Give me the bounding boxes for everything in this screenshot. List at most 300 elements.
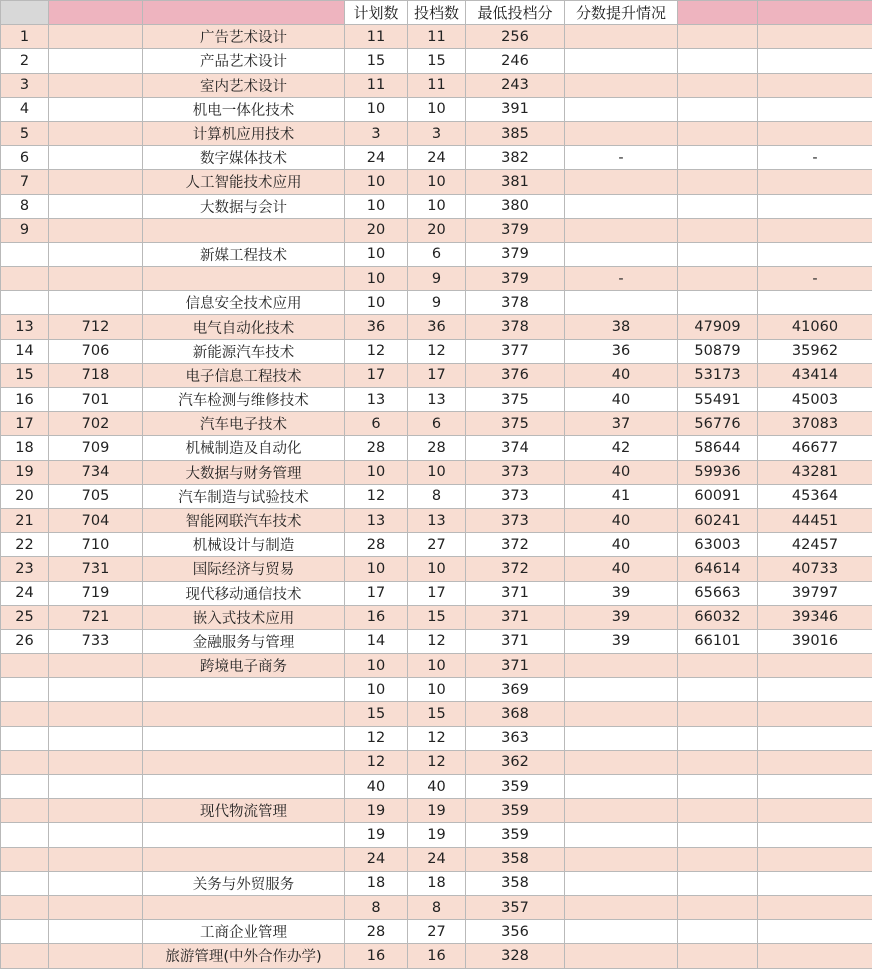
plan-count-cell[interactable]: 16 [345, 605, 408, 629]
major-code-cell[interactable] [49, 170, 143, 194]
prev-rank-cell[interactable]: 45003 [758, 388, 872, 412]
min-rank-cell[interactable]: 60241 [678, 508, 758, 532]
row-index-cell[interactable]: 17 [1, 412, 49, 436]
prev-rank-cell[interactable]: 46677 [758, 436, 872, 460]
min-score-cell[interactable]: 243 [466, 73, 565, 97]
score-rise-cell[interactable] [565, 218, 678, 242]
min-rank-cell[interactable] [678, 194, 758, 218]
min-rank-cell[interactable] [678, 267, 758, 291]
prev-rank-cell[interactable]: 40733 [758, 557, 872, 581]
major-code-cell[interactable] [49, 49, 143, 73]
row-index-cell[interactable]: 18 [1, 436, 49, 460]
major-name-cell[interactable]: 计算机应用技术 [143, 121, 345, 145]
min-score-cell[interactable]: 359 [466, 799, 565, 823]
filed-count-cell[interactable]: 17 [408, 581, 466, 605]
min-rank-cell[interactable]: 53173 [678, 363, 758, 387]
prev-rank-cell[interactable]: - [758, 267, 872, 291]
row-index-cell[interactable] [1, 242, 49, 266]
major-name-cell[interactable] [143, 750, 345, 774]
min-rank-cell[interactable] [678, 170, 758, 194]
filed-count-cell[interactable]: 8 [408, 895, 466, 919]
row-index-cell[interactable]: 9 [1, 218, 49, 242]
prev-rank-cell[interactable] [758, 895, 872, 919]
major-name-cell[interactable]: 现代物流管理 [143, 799, 345, 823]
filed-count-cell[interactable]: 19 [408, 799, 466, 823]
min-rank-cell[interactable] [678, 944, 758, 968]
score-rise-cell[interactable] [565, 49, 678, 73]
score-rise-cell[interactable] [565, 702, 678, 726]
major-code-cell[interactable]: 710 [49, 533, 143, 557]
filed-count-cell[interactable]: 10 [408, 194, 466, 218]
min-score-cell[interactable]: 391 [466, 97, 565, 121]
major-name-cell[interactable]: 跨境电子商务 [143, 654, 345, 678]
filed-count-cell[interactable]: 16 [408, 944, 466, 968]
min-score-cell[interactable]: 371 [466, 605, 565, 629]
row-index-cell[interactable] [1, 678, 49, 702]
major-code-cell[interactable] [49, 242, 143, 266]
major-code-cell[interactable] [49, 871, 143, 895]
major-code-cell[interactable] [49, 702, 143, 726]
filed-count-cell[interactable]: 12 [408, 629, 466, 653]
major-name-cell[interactable]: 汽车电子技术 [143, 412, 345, 436]
plan-count-cell[interactable]: 14 [345, 629, 408, 653]
plan-count-cell[interactable]: 10 [345, 242, 408, 266]
min-rank-cell[interactable]: 60091 [678, 484, 758, 508]
filed-count-cell[interactable]: 36 [408, 315, 466, 339]
min-rank-cell[interactable] [678, 121, 758, 145]
major-code-cell[interactable] [49, 726, 143, 750]
score-rise-cell[interactable]: 36 [565, 339, 678, 363]
prev-rank-cell[interactable] [758, 799, 872, 823]
row-index-cell[interactable]: 6 [1, 146, 49, 170]
plan-count-cell[interactable]: 11 [345, 25, 408, 49]
filed-count-cell[interactable]: 15 [408, 49, 466, 73]
prev-rank-cell[interactable] [758, 73, 872, 97]
plan-count-cell[interactable]: 10 [345, 267, 408, 291]
min-score-cell[interactable]: 377 [466, 339, 565, 363]
min-score-cell[interactable]: 256 [466, 25, 565, 49]
min-score-cell[interactable]: 359 [466, 823, 565, 847]
filed-count-cell[interactable]: 12 [408, 339, 466, 363]
min-rank-cell[interactable] [678, 775, 758, 799]
score-rise-cell[interactable]: - [565, 146, 678, 170]
prev-rank-cell[interactable]: 43281 [758, 460, 872, 484]
plan-count-cell[interactable]: 17 [345, 363, 408, 387]
header-min-score[interactable]: 最低投档分 [466, 1, 565, 25]
major-name-cell[interactable]: 金融服务与管理 [143, 629, 345, 653]
plan-count-cell[interactable]: 10 [345, 97, 408, 121]
prev-rank-cell[interactable] [758, 823, 872, 847]
filed-count-cell[interactable]: 24 [408, 146, 466, 170]
score-rise-cell[interactable] [565, 726, 678, 750]
filed-count-cell[interactable]: 13 [408, 508, 466, 532]
min-score-cell[interactable]: 373 [466, 508, 565, 532]
major-code-cell[interactable]: 721 [49, 605, 143, 629]
filed-count-cell[interactable]: 10 [408, 460, 466, 484]
major-code-cell[interactable] [49, 121, 143, 145]
filed-count-cell[interactable]: 10 [408, 557, 466, 581]
filed-count-cell[interactable]: 27 [408, 533, 466, 557]
min-score-cell[interactable]: 381 [466, 170, 565, 194]
plan-count-cell[interactable]: 20 [345, 218, 408, 242]
major-name-cell[interactable]: 产品艺术设计 [143, 49, 345, 73]
min-rank-cell[interactable] [678, 291, 758, 315]
prev-rank-cell[interactable] [758, 97, 872, 121]
score-rise-cell[interactable] [565, 97, 678, 121]
plan-count-cell[interactable]: 28 [345, 533, 408, 557]
major-code-cell[interactable] [49, 291, 143, 315]
min-rank-cell[interactable] [678, 25, 758, 49]
min-rank-cell[interactable] [678, 97, 758, 121]
filed-count-cell[interactable]: 19 [408, 823, 466, 847]
filed-count-cell[interactable]: 10 [408, 97, 466, 121]
row-index-cell[interactable] [1, 267, 49, 291]
plan-count-cell[interactable]: 12 [345, 750, 408, 774]
major-name-cell[interactable]: 机械设计与制造 [143, 533, 345, 557]
header-score-rise[interactable]: 分数提升情况 [565, 1, 678, 25]
plan-count-cell[interactable]: 10 [345, 678, 408, 702]
prev-rank-cell[interactable]: 44451 [758, 508, 872, 532]
min-score-cell[interactable]: 357 [466, 895, 565, 919]
prev-rank-cell[interactable] [758, 847, 872, 871]
filed-count-cell[interactable]: 3 [408, 121, 466, 145]
score-rise-cell[interactable] [565, 895, 678, 919]
score-rise-cell[interactable]: 41 [565, 484, 678, 508]
min-score-cell[interactable]: 379 [466, 267, 565, 291]
major-name-cell[interactable]: 广告艺术设计 [143, 25, 345, 49]
major-name-cell[interactable] [143, 678, 345, 702]
major-code-cell[interactable] [49, 25, 143, 49]
major-code-cell[interactable]: 705 [49, 484, 143, 508]
row-index-cell[interactable] [1, 895, 49, 919]
filed-count-cell[interactable]: 10 [408, 170, 466, 194]
row-index-cell[interactable] [1, 799, 49, 823]
score-rise-cell[interactable] [565, 775, 678, 799]
min-rank-cell[interactable] [678, 654, 758, 678]
row-index-cell[interactable] [1, 654, 49, 678]
major-name-cell[interactable]: 新媒工程技术 [143, 242, 345, 266]
major-code-cell[interactable]: 733 [49, 629, 143, 653]
min-score-cell[interactable]: 376 [466, 363, 565, 387]
min-rank-cell[interactable]: 59936 [678, 460, 758, 484]
score-rise-cell[interactable] [565, 823, 678, 847]
prev-rank-cell[interactable] [758, 291, 872, 315]
prev-rank-cell[interactable]: 41060 [758, 315, 872, 339]
filed-count-cell[interactable]: 11 [408, 73, 466, 97]
filed-count-cell[interactable]: 18 [408, 871, 466, 895]
min-score-cell[interactable]: 372 [466, 533, 565, 557]
min-rank-cell[interactable] [678, 242, 758, 266]
filed-count-cell[interactable]: 9 [408, 291, 466, 315]
row-index-cell[interactable]: 14 [1, 339, 49, 363]
min-score-cell[interactable]: 371 [466, 581, 565, 605]
prev-rank-cell[interactable] [758, 654, 872, 678]
min-score-cell[interactable]: 372 [466, 557, 565, 581]
major-code-cell[interactable]: 719 [49, 581, 143, 605]
prev-rank-cell[interactable] [758, 871, 872, 895]
row-index-cell[interactable] [1, 920, 49, 944]
min-score-cell[interactable]: 358 [466, 871, 565, 895]
major-code-cell[interactable]: 712 [49, 315, 143, 339]
min-score-cell[interactable]: 373 [466, 484, 565, 508]
prev-rank-cell[interactable] [758, 775, 872, 799]
min-rank-cell[interactable]: 47909 [678, 315, 758, 339]
prev-rank-cell[interactable]: 39797 [758, 581, 872, 605]
min-rank-cell[interactable] [678, 750, 758, 774]
filed-count-cell[interactable]: 12 [408, 726, 466, 750]
row-index-cell[interactable]: 25 [1, 605, 49, 629]
major-name-cell[interactable]: 机电一体化技术 [143, 97, 345, 121]
score-rise-cell[interactable]: 39 [565, 605, 678, 629]
plan-count-cell[interactable]: 10 [345, 654, 408, 678]
min-rank-cell[interactable] [678, 823, 758, 847]
major-name-cell[interactable] [143, 726, 345, 750]
min-score-cell[interactable]: 373 [466, 460, 565, 484]
min-score-cell[interactable]: 379 [466, 242, 565, 266]
min-score-cell[interactable]: 356 [466, 920, 565, 944]
min-score-cell[interactable]: 380 [466, 194, 565, 218]
score-rise-cell[interactable] [565, 678, 678, 702]
plan-count-cell[interactable]: 36 [345, 315, 408, 339]
major-code-cell[interactable] [49, 267, 143, 291]
major-code-cell[interactable]: 718 [49, 363, 143, 387]
min-rank-cell[interactable] [678, 920, 758, 944]
filed-count-cell[interactable]: 8 [408, 484, 466, 508]
major-code-cell[interactable] [49, 895, 143, 919]
score-rise-cell[interactable]: 40 [565, 460, 678, 484]
major-name-cell[interactable] [143, 823, 345, 847]
row-index-cell[interactable]: 15 [1, 363, 49, 387]
plan-count-cell[interactable]: 40 [345, 775, 408, 799]
score-rise-cell[interactable] [565, 871, 678, 895]
min-rank-cell[interactable]: 66032 [678, 605, 758, 629]
filed-count-cell[interactable]: 40 [408, 775, 466, 799]
filed-count-cell[interactable]: 20 [408, 218, 466, 242]
min-rank-cell[interactable]: 65663 [678, 581, 758, 605]
prev-rank-cell[interactable] [758, 194, 872, 218]
filed-count-cell[interactable]: 27 [408, 920, 466, 944]
min-rank-cell[interactable] [678, 799, 758, 823]
row-index-cell[interactable]: 21 [1, 508, 49, 532]
row-index-cell[interactable] [1, 291, 49, 315]
row-index-cell[interactable] [1, 823, 49, 847]
prev-rank-cell[interactable] [758, 920, 872, 944]
major-name-cell[interactable]: 汽车制造与试验技术 [143, 484, 345, 508]
prev-rank-cell[interactable] [758, 218, 872, 242]
row-index-cell[interactable]: 3 [1, 73, 49, 97]
major-code-cell[interactable]: 709 [49, 436, 143, 460]
min-score-cell[interactable]: 385 [466, 121, 565, 145]
plan-count-cell[interactable]: 24 [345, 146, 408, 170]
major-name-cell[interactable]: 现代移动通信技术 [143, 581, 345, 605]
major-name-cell[interactable]: 工商企业管理 [143, 920, 345, 944]
score-rise-cell[interactable]: 40 [565, 508, 678, 532]
row-index-cell[interactable]: 26 [1, 629, 49, 653]
major-code-cell[interactable] [49, 678, 143, 702]
filed-count-cell[interactable]: 6 [408, 242, 466, 266]
header-plan[interactable]: 计划数 [345, 1, 408, 25]
plan-count-cell[interactable]: 10 [345, 291, 408, 315]
score-rise-cell[interactable] [565, 799, 678, 823]
header-major[interactable] [143, 1, 345, 25]
plan-count-cell[interactable]: 10 [345, 170, 408, 194]
row-index-cell[interactable] [1, 871, 49, 895]
filed-count-cell[interactable]: 10 [408, 654, 466, 678]
min-rank-cell[interactable]: 55491 [678, 388, 758, 412]
header-prev[interactable] [758, 1, 872, 25]
major-code-cell[interactable] [49, 73, 143, 97]
major-code-cell[interactable] [49, 799, 143, 823]
prev-rank-cell[interactable] [758, 944, 872, 968]
filed-count-cell[interactable]: 6 [408, 412, 466, 436]
major-name-cell[interactable]: 人工智能技术应用 [143, 170, 345, 194]
row-index-cell[interactable] [1, 750, 49, 774]
plan-count-cell[interactable]: 12 [345, 726, 408, 750]
score-rise-cell[interactable]: 37 [565, 412, 678, 436]
row-index-cell[interactable]: 4 [1, 97, 49, 121]
major-code-cell[interactable]: 701 [49, 388, 143, 412]
row-index-cell[interactable]: 24 [1, 581, 49, 605]
min-score-cell[interactable]: 358 [466, 847, 565, 871]
prev-rank-cell[interactable] [758, 170, 872, 194]
min-score-cell[interactable]: 378 [466, 291, 565, 315]
min-score-cell[interactable]: 362 [466, 750, 565, 774]
score-rise-cell[interactable] [565, 750, 678, 774]
score-rise-cell[interactable] [565, 920, 678, 944]
major-name-cell[interactable] [143, 847, 345, 871]
plan-count-cell[interactable]: 6 [345, 412, 408, 436]
min-score-cell[interactable]: 375 [466, 412, 565, 436]
major-name-cell[interactable]: 大数据与会计 [143, 194, 345, 218]
plan-count-cell[interactable]: 28 [345, 920, 408, 944]
min-rank-cell[interactable]: 56776 [678, 412, 758, 436]
filed-count-cell[interactable]: 24 [408, 847, 466, 871]
prev-rank-cell[interactable]: 43414 [758, 363, 872, 387]
major-name-cell[interactable]: 电子信息工程技术 [143, 363, 345, 387]
min-score-cell[interactable]: 363 [466, 726, 565, 750]
min-rank-cell[interactable] [678, 73, 758, 97]
plan-count-cell[interactable]: 24 [345, 847, 408, 871]
score-rise-cell[interactable] [565, 73, 678, 97]
major-name-cell[interactable] [143, 775, 345, 799]
header-index[interactable] [1, 1, 49, 25]
row-index-cell[interactable]: 20 [1, 484, 49, 508]
plan-count-cell[interactable]: 13 [345, 388, 408, 412]
filed-count-cell[interactable]: 9 [408, 267, 466, 291]
major-code-cell[interactable]: 734 [49, 460, 143, 484]
min-score-cell[interactable]: 378 [466, 315, 565, 339]
min-score-cell[interactable]: 328 [466, 944, 565, 968]
prev-rank-cell[interactable] [758, 121, 872, 145]
score-rise-cell[interactable]: 40 [565, 557, 678, 581]
filed-count-cell[interactable]: 12 [408, 750, 466, 774]
prev-rank-cell[interactable]: 39346 [758, 605, 872, 629]
prev-rank-cell[interactable] [758, 25, 872, 49]
major-code-cell[interactable] [49, 218, 143, 242]
major-code-cell[interactable]: 731 [49, 557, 143, 581]
filed-count-cell[interactable]: 10 [408, 678, 466, 702]
row-index-cell[interactable]: 19 [1, 460, 49, 484]
prev-rank-cell[interactable] [758, 49, 872, 73]
major-name-cell[interactable]: 国际经济与贸易 [143, 557, 345, 581]
plan-count-cell[interactable]: 11 [345, 73, 408, 97]
score-rise-cell[interactable] [565, 847, 678, 871]
min-score-cell[interactable]: 375 [466, 388, 565, 412]
filed-count-cell[interactable]: 15 [408, 702, 466, 726]
filed-count-cell[interactable]: 11 [408, 25, 466, 49]
filed-count-cell[interactable]: 15 [408, 605, 466, 629]
major-name-cell[interactable]: 旅游管理(中外合作办学) [143, 944, 345, 968]
score-rise-cell[interactable]: - [565, 267, 678, 291]
major-code-cell[interactable] [49, 146, 143, 170]
plan-count-cell[interactable]: 17 [345, 581, 408, 605]
major-code-cell[interactable] [49, 823, 143, 847]
prev-rank-cell[interactable] [758, 702, 872, 726]
min-rank-cell[interactable] [678, 871, 758, 895]
min-rank-cell[interactable]: 64614 [678, 557, 758, 581]
major-name-cell[interactable]: 数字媒体技术 [143, 146, 345, 170]
plan-count-cell[interactable]: 10 [345, 194, 408, 218]
major-code-cell[interactable]: 702 [49, 412, 143, 436]
header-filed[interactable]: 投档数 [408, 1, 466, 25]
major-name-cell[interactable]: 信息安全技术应用 [143, 291, 345, 315]
major-code-cell[interactable] [49, 654, 143, 678]
major-name-cell[interactable] [143, 218, 345, 242]
plan-count-cell[interactable]: 28 [345, 436, 408, 460]
major-name-cell[interactable]: 电气自动化技术 [143, 315, 345, 339]
plan-count-cell[interactable]: 10 [345, 460, 408, 484]
major-name-cell[interactable]: 室内艺术设计 [143, 73, 345, 97]
row-index-cell[interactable] [1, 775, 49, 799]
major-code-cell[interactable] [49, 920, 143, 944]
min-rank-cell[interactable] [678, 895, 758, 919]
plan-count-cell[interactable]: 19 [345, 799, 408, 823]
min-rank-cell[interactable] [678, 702, 758, 726]
major-name-cell[interactable] [143, 267, 345, 291]
min-score-cell[interactable]: 369 [466, 678, 565, 702]
major-name-cell[interactable]: 新能源汽车技术 [143, 339, 345, 363]
min-score-cell[interactable]: 379 [466, 218, 565, 242]
filed-count-cell[interactable]: 13 [408, 388, 466, 412]
row-index-cell[interactable]: 22 [1, 533, 49, 557]
row-index-cell[interactable] [1, 702, 49, 726]
min-rank-cell[interactable]: 58644 [678, 436, 758, 460]
prev-rank-cell[interactable]: 42457 [758, 533, 872, 557]
major-name-cell[interactable]: 汽车检测与维修技术 [143, 388, 345, 412]
major-name-cell[interactable]: 嵌入式技术应用 [143, 605, 345, 629]
plan-count-cell[interactable]: 18 [345, 871, 408, 895]
score-rise-cell[interactable] [565, 291, 678, 315]
row-index-cell[interactable] [1, 847, 49, 871]
row-index-cell[interactable] [1, 944, 49, 968]
plan-count-cell[interactable]: 3 [345, 121, 408, 145]
min-rank-cell[interactable]: 50879 [678, 339, 758, 363]
score-rise-cell[interactable] [565, 121, 678, 145]
filed-count-cell[interactable]: 17 [408, 363, 466, 387]
plan-count-cell[interactable]: 10 [345, 557, 408, 581]
prev-rank-cell[interactable] [758, 726, 872, 750]
score-rise-cell[interactable] [565, 194, 678, 218]
min-score-cell[interactable]: 371 [466, 629, 565, 653]
major-code-cell[interactable] [49, 775, 143, 799]
prev-rank-cell[interactable] [758, 750, 872, 774]
min-rank-cell[interactable]: 66101 [678, 629, 758, 653]
score-rise-cell[interactable]: 39 [565, 629, 678, 653]
min-score-cell[interactable]: 382 [466, 146, 565, 170]
score-rise-cell[interactable] [565, 242, 678, 266]
score-rise-cell[interactable] [565, 25, 678, 49]
prev-rank-cell[interactable] [758, 678, 872, 702]
